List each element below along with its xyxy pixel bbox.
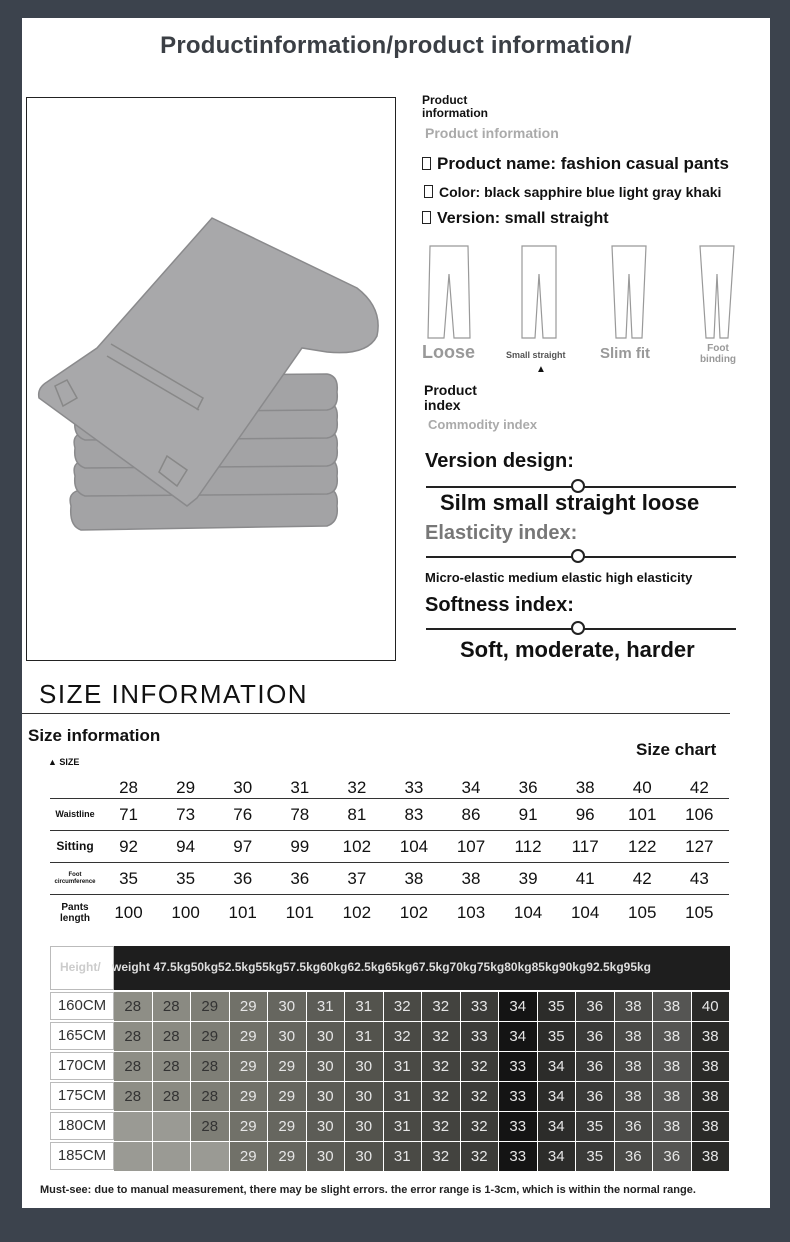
chart-cell: 29 [268, 1112, 306, 1141]
chart-cell [114, 1112, 152, 1141]
chart-cell: 33 [499, 1082, 537, 1111]
chart-cell: 29 [230, 1112, 268, 1141]
chart-cell: 29 [268, 1052, 306, 1081]
page-title: Productinformation/product information/ [160, 32, 632, 59]
chart-cell: 38 [692, 1082, 730, 1111]
chart-cell: 32 [461, 1112, 499, 1141]
table-cell: 102 [328, 831, 385, 863]
product-card [22, 18, 770, 1208]
version-design-heading: Version design: [425, 450, 574, 472]
chart-cell: 30 [307, 1052, 345, 1081]
chart-cell: 28 [114, 1082, 152, 1111]
chart-cell: 32 [422, 992, 460, 1021]
chart-cell: 30 [345, 1082, 383, 1111]
bullet-icon [422, 157, 431, 170]
softness-value: Soft, moderate, harder [460, 637, 695, 662]
pant-type-row [422, 244, 752, 394]
table-cell: 97 [214, 831, 271, 863]
chart-cell: 30 [345, 1052, 383, 1081]
chart-cell: 29 [191, 1022, 229, 1051]
size-cell: 34 [442, 778, 499, 799]
chart-cell: 38 [653, 1052, 691, 1081]
table-cell: 91 [500, 799, 557, 831]
size-cell: 42 [671, 778, 728, 799]
chart-cell [153, 1142, 191, 1171]
table-cell: 112 [500, 831, 557, 863]
chart-cell: 30 [268, 1022, 306, 1051]
table-cell: 105 [628, 902, 657, 922]
table-cell: 83 [385, 799, 442, 831]
foot-circumference-row [50, 863, 728, 895]
chart-cell: 33 [461, 992, 499, 1021]
chart-cell: 28 [153, 992, 191, 1021]
table-cell: 92 [100, 831, 157, 863]
chart-cell: 36 [615, 1142, 653, 1171]
product-photo [26, 97, 396, 661]
foot-circumference-label: Foot circumference [50, 863, 100, 895]
chart-cell: 36 [576, 1052, 614, 1081]
chart-cell [153, 1112, 191, 1141]
chart-cell: 38 [615, 1082, 653, 1111]
chart-cell: 28 [153, 1082, 191, 1111]
chart-cell: 32 [461, 1082, 499, 1111]
table-cell: 76 [214, 799, 271, 831]
chart-cell: 31 [384, 1052, 422, 1081]
table-cell: 102 [342, 902, 372, 922]
table-cell: 36 [271, 863, 328, 895]
table-cell: 94 [157, 831, 214, 863]
chart-height-label: 180CM [50, 1112, 114, 1140]
chart-cell: 30 [345, 1112, 383, 1141]
table-cell: 100 [171, 902, 200, 922]
chart-cell: 29 [230, 1082, 268, 1111]
chart-cell: 38 [692, 1142, 730, 1171]
chart-cell: 28 [191, 1082, 229, 1111]
chart-height-label: 165CM [50, 1022, 114, 1050]
product-name-line [422, 154, 729, 174]
chart-cell: 40 [692, 992, 730, 1021]
size-cell: 32 [328, 778, 385, 799]
bullet-icon [422, 211, 431, 224]
elasticity-heading: Elasticity index: [425, 522, 578, 544]
size-info-heading: SIZE INFORMATION [39, 679, 309, 709]
product-info-sub: Product information [425, 125, 559, 141]
elasticity-value: Micro-elastic medium elastic high elasticity [425, 570, 693, 585]
foot-binding-pant-icon [696, 244, 738, 340]
chart-cell: 38 [615, 992, 653, 1021]
size-chart-label: Size chart [636, 740, 717, 759]
chart-cell: 30 [307, 1022, 345, 1051]
pants-length-label: Pants length [60, 901, 90, 924]
table-cell: 101 [614, 799, 671, 831]
chart-cell: 38 [692, 1022, 730, 1051]
table-cell: 100 [114, 902, 143, 922]
chart-cell: 30 [268, 992, 306, 1021]
chart-cell: 36 [576, 1022, 614, 1051]
product-color: Color: black sapphire blue light gray khaki [439, 184, 722, 200]
pant-type-slim-fit: Slim fit [600, 345, 651, 362]
chart-cell: 32 [422, 1082, 460, 1111]
table-cell: 41 [557, 863, 614, 895]
table-cell: 73 [157, 799, 214, 831]
size-info-sub: Size information [28, 726, 161, 745]
product-info-label: Product information [422, 93, 488, 120]
sitting-label: Sitting [50, 831, 100, 863]
table-cell: 127 [671, 831, 728, 863]
chart-height-label: 160CM [50, 992, 114, 1020]
chart-cell: 35 [576, 1142, 614, 1171]
table-cell: 38 [442, 863, 499, 895]
product-version-line [422, 210, 609, 228]
sitting-row [50, 831, 728, 863]
product-version: Version: small straight [437, 210, 609, 227]
chart-corner-label: Height/ [60, 960, 101, 974]
chart-cell: 28 [153, 1022, 191, 1051]
chart-cell: 38 [653, 1022, 691, 1051]
table-cell: 107 [442, 831, 499, 863]
chart-cell: 32 [384, 1022, 422, 1051]
chart-cell: 31 [384, 1142, 422, 1171]
chart-cell: 35 [576, 1112, 614, 1141]
product-index-label: Product index [424, 382, 477, 413]
chart-cell: 32 [461, 1052, 499, 1081]
chart-cell: 32 [422, 1142, 460, 1171]
pant-type-small-straight: Small straight [506, 350, 566, 360]
chart-cell: 38 [653, 992, 691, 1021]
chart-cell: 29 [230, 1052, 268, 1081]
waistline-row [50, 799, 728, 831]
table-cell: 81 [328, 799, 385, 831]
table-cell: 86 [442, 799, 499, 831]
chart-cell: 34 [538, 1142, 576, 1171]
chart-cell: 36 [576, 992, 614, 1021]
table-cell: 105 [685, 902, 714, 922]
table-cell: 99 [271, 831, 328, 863]
chart-cell: 28 [114, 1052, 152, 1081]
table-cell: 104 [570, 902, 600, 922]
chart-cell: 33 [461, 1022, 499, 1051]
chart-cell: 32 [422, 1022, 460, 1051]
chart-height-label: 175CM [50, 1082, 114, 1110]
chart-cell: 34 [538, 1112, 576, 1141]
table-cell: 102 [399, 902, 429, 922]
table-cell: 103 [456, 902, 486, 922]
size-cell: 31 [271, 778, 328, 799]
table-cell: 104 [385, 831, 442, 863]
table-cell: 104 [513, 902, 543, 922]
slim-fit-pant-icon [608, 244, 650, 340]
size-cell: 28 [100, 778, 157, 799]
size-chart-grid [50, 946, 730, 1176]
chart-cell: 36 [576, 1082, 614, 1111]
table-cell: 71 [100, 799, 157, 831]
chart-cell: 29 [230, 1022, 268, 1051]
size-cell: 36 [500, 778, 557, 799]
table-cell: 43 [671, 863, 728, 895]
table-cell: 117 [557, 831, 614, 863]
chart-cell: 28 [191, 1052, 229, 1081]
product-name: Product name: fashion casual pants [437, 154, 729, 173]
pants-length-row [50, 895, 728, 931]
chart-cell: 32 [422, 1052, 460, 1081]
table-cell: 39 [500, 863, 557, 895]
chart-cell: 31 [345, 992, 383, 1021]
table-cell: 78 [271, 799, 328, 831]
chart-cell: 31 [345, 1022, 383, 1051]
chart-cell: 28 [153, 1052, 191, 1081]
loose-pant-icon [426, 244, 472, 340]
chart-cell [114, 1142, 152, 1171]
chart-cell: 30 [307, 1112, 345, 1141]
softness-heading: Softness index: [425, 594, 574, 616]
bullet-icon [424, 185, 433, 198]
chart-cell: 38 [653, 1112, 691, 1141]
size-tag: ▲ SIZE [48, 757, 80, 767]
chart-cell: 28 [191, 1112, 229, 1141]
waistline-label: Waistline [50, 799, 100, 831]
chart-height-label: 185CM [50, 1142, 114, 1170]
chart-cell: 34 [499, 992, 537, 1021]
table-cell: 96 [557, 799, 614, 831]
chart-cell: 28 [114, 1022, 152, 1051]
chart-cell: 34 [499, 1022, 537, 1051]
chart-cell: 29 [230, 1142, 268, 1171]
chart-cell: 30 [345, 1142, 383, 1171]
chart-cell: 38 [615, 1022, 653, 1051]
folded-pants-image [27, 98, 395, 660]
version-design-value: Silm small straight loose [440, 490, 700, 515]
chart-cell: 29 [191, 992, 229, 1021]
product-index-sub: Commodity index [428, 417, 538, 432]
chart-cell: 35 [538, 1022, 576, 1051]
pant-type-loose: Loose [422, 342, 476, 362]
chart-cell: 34 [538, 1052, 576, 1081]
chart-cell: 29 [268, 1142, 306, 1171]
chart-cell: 32 [384, 992, 422, 1021]
chart-cell: 34 [538, 1082, 576, 1111]
chart-cell: 29 [230, 992, 268, 1021]
table-cell: 38 [385, 863, 442, 895]
elasticity-knob [571, 549, 585, 563]
chart-cell: 30 [307, 1082, 345, 1111]
small-straight-pant-icon [518, 244, 560, 340]
size-cell: 40 [614, 778, 671, 799]
chart-cell: 33 [499, 1052, 537, 1081]
chart-cell: 38 [615, 1052, 653, 1081]
table-cell: 101 [228, 902, 257, 922]
chart-cell: 32 [422, 1112, 460, 1141]
table-cell: 36 [214, 863, 271, 895]
chart-cell: 28 [114, 992, 152, 1021]
table-cell: 106 [671, 799, 728, 831]
table-cell: 35 [157, 863, 214, 895]
size-header-row [50, 778, 728, 799]
chart-cell: 30 [307, 1142, 345, 1171]
softness-knob [571, 621, 585, 635]
table-cell: 37 [328, 863, 385, 895]
pant-type-foot-binding: Foot binding [699, 343, 737, 365]
product-color-line [424, 184, 721, 200]
chart-cell: 31 [384, 1112, 422, 1141]
table-cell: 101 [285, 902, 314, 922]
chart-weights-header: weight 47.5kg50kg52.5kg55kg57.5kg60kg62.5kg65kg67.5kg70kg75kg80kg85kg90kg92.5kg95kg [112, 960, 652, 974]
table-cell: 122 [614, 831, 671, 863]
table-cell: 35 [100, 863, 157, 895]
chart-cell: 36 [653, 1142, 691, 1171]
chart-cell: 38 [692, 1112, 730, 1141]
chart-cell: 29 [268, 1082, 306, 1111]
chart-cell: 33 [499, 1112, 537, 1141]
footer-note: Must-see: due to manual measurement, there may be slight errors. the error range is 1-3cm, which is within the normal range. [40, 1184, 696, 1196]
chart-cell: 33 [499, 1142, 537, 1171]
table-cell: 42 [614, 863, 671, 895]
chart-cell: 31 [384, 1082, 422, 1111]
size-cell: 30 [214, 778, 271, 799]
size-cell: 29 [157, 778, 214, 799]
selected-marker-icon: ▲ [536, 364, 546, 375]
chart-cell: 32 [461, 1142, 499, 1171]
chart-cell: 38 [653, 1082, 691, 1111]
size-info-divider [22, 713, 730, 714]
size-table [50, 778, 728, 931]
chart-cell: 36 [615, 1112, 653, 1141]
size-cell: 38 [557, 778, 614, 799]
chart-cell: 31 [307, 992, 345, 1021]
size-cell: 33 [385, 778, 442, 799]
chart-height-label: 170CM [50, 1052, 114, 1080]
chart-cell: 35 [538, 992, 576, 1021]
chart-cell [191, 1142, 229, 1171]
chart-cell: 38 [692, 1052, 730, 1081]
